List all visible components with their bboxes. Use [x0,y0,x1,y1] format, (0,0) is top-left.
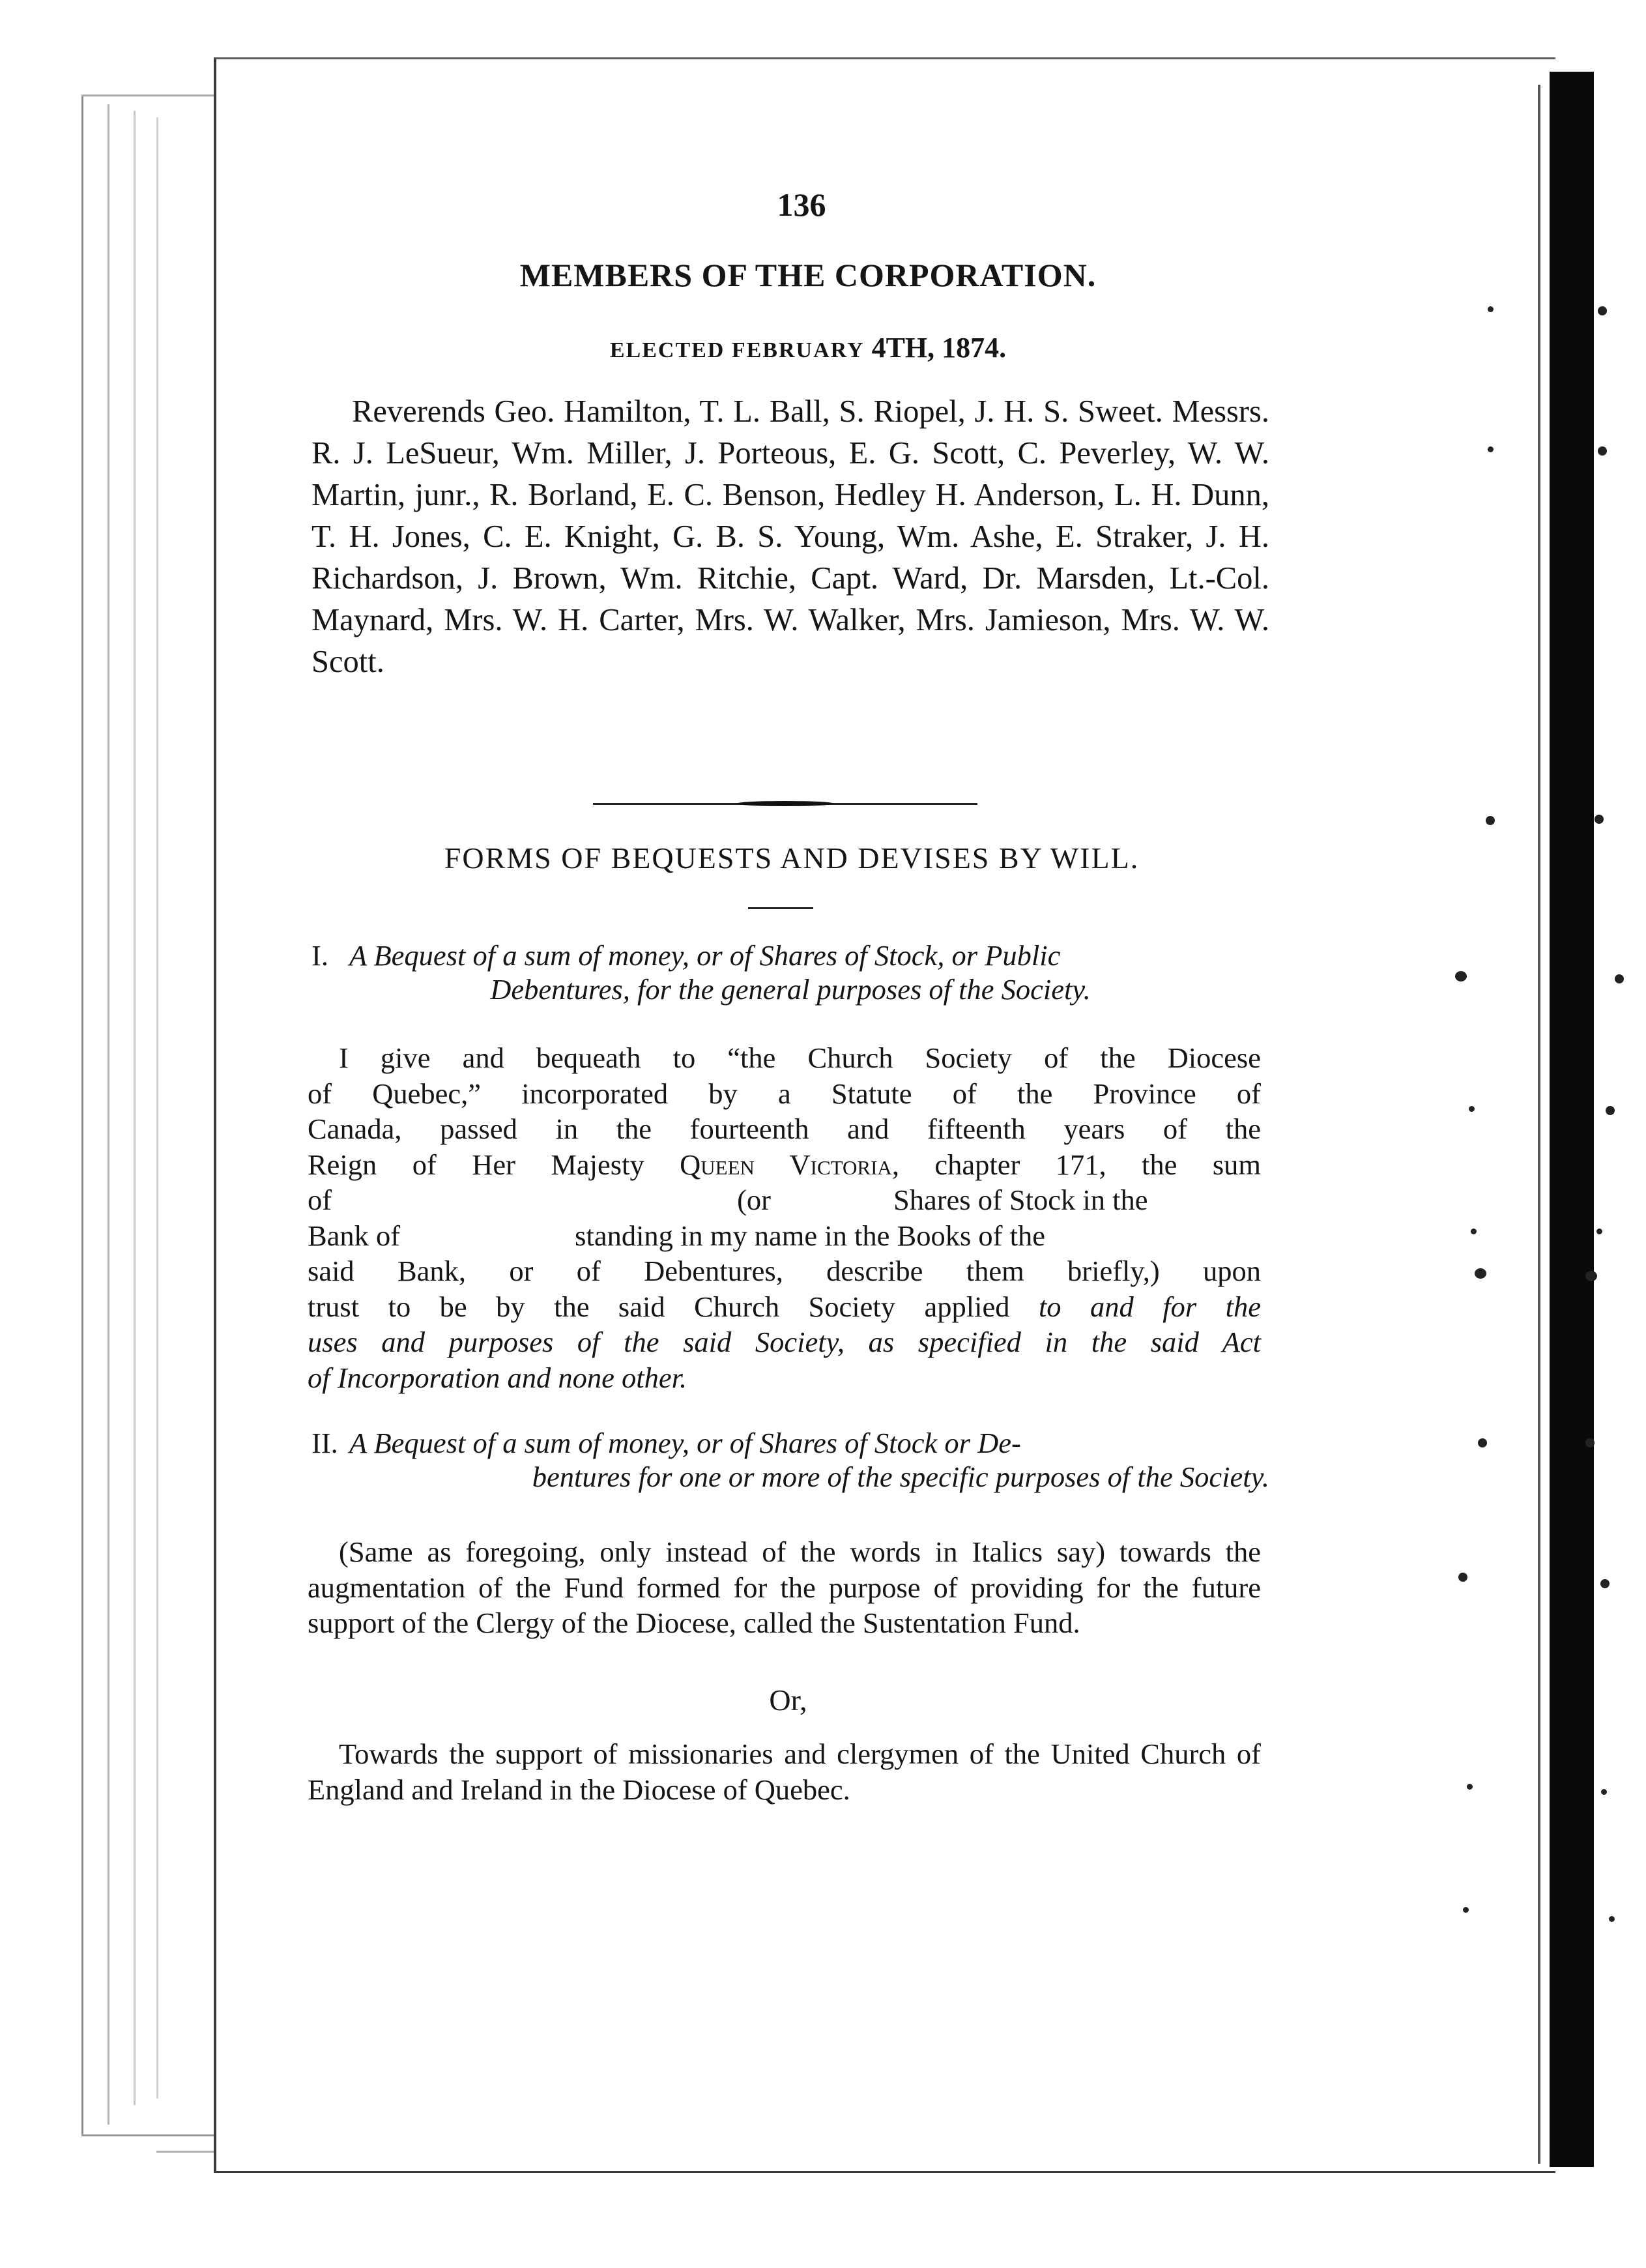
binding-mark [1596,1228,1602,1234]
binding-mark [1486,816,1495,825]
forms-heading: FORMS OF BEQUESTS AND DEVISES BY WILL. [444,841,1140,875]
binding-mark [1455,971,1467,981]
binding-mark [1488,446,1494,452]
section-heading: MEMBERS OF THE CORPORATION. [519,257,1097,293]
binding-mark [1598,306,1607,315]
binding-mark [1606,1106,1615,1115]
item-heading-line: bentures for one or more of the specific purposes of the Society. [532,1461,1269,1493]
text-run: (or [737,1184,771,1216]
binding-mark [1471,1228,1477,1234]
binding-mark [1467,1784,1473,1790]
page-edge [156,117,158,2099]
binding-mark [1458,1573,1467,1582]
page-edge [108,104,109,2125]
binding-mark [1615,974,1624,983]
form-item-heading-1 [311,938,1269,1006]
text-run: Reign of Her Majesty [308,1148,644,1181]
election-date-value: 4TH, 1874. [871,332,1007,364]
binding-mark [1600,1579,1610,1588]
binding-edge [1538,85,1540,2164]
item-heading-line: A Bequest of a sum of money, or of Shares of Stock or De- [349,1427,1021,1459]
page-edge [81,94,222,96]
binding-mark [1609,1916,1615,1922]
or-separator: Or, [769,1683,807,1717]
text-run: Queen Victoria, [680,1148,899,1181]
paragraph-line: of Quebec,” incorporated by a Statute of the Province of [308,1077,1261,1110]
text-run: and none other. [507,1361,687,1394]
paragraph-line: I give and bequeath to “the Church Society of the Diocese [339,1041,1261,1074]
members-list: Reverends Geo. Hamilton, T. L. Ball, S. Riopel, J. H. S. Sweet. Messrs. R. J. LeSueur, Wm. Miller, J. Porteous, E. G. Scott, C. Peverley, W. W. Martin, junr., R. Borland, E. C. Benson, Hedley H. Anderson, L. H. Dunn, T. H. Jones, C. E. Knight, G. B. S. Young, Wm. Ashe, E. Straker, J. H. Richardson, J. Brown, Wm. Ritchie, Capt. Ward, Dr. Marsden, Lt.-Col. Maynard, Mrs. W. H. Carter, Mrs. W. Walker, Mrs. Jamieson, Mrs. W. W. Scott. [311,394,1269,679]
book-binding [1550,72,1594,2167]
paragraph-line: said Bank, or of Debentures, describe them briefly,) upon [308,1255,1261,1287]
binding-mark [1475,1268,1486,1279]
text-run: chapter 171, the sum [934,1148,1261,1181]
text-run: of Incorporation [308,1361,500,1394]
text-run: standing in my name in the Books of the [575,1219,1045,1252]
election-date-prefix: ELECTED FEBRUARY [609,338,865,362]
binding-mark [1595,815,1604,824]
binding-mark [1478,1438,1487,1447]
item-number: I. [311,939,328,972]
paragraph-line [308,1182,1261,1218]
missionaries-paragraph: Towards the support of missionaries and clergymen of the United Church of England and Ireland in the Diocese of Quebec. [308,1737,1261,1806]
binding-mark [1601,1789,1607,1795]
binding-mark [1463,1907,1469,1913]
text-run: Bank of [308,1219,401,1252]
page-edge [134,111,136,2105]
sustentation-paragraph: (Same as foregoing, only instead of the words in Italics say) towards the augmentation of the Fund formed for the purpose of providing for the future support of the Clergy of the Diocese, called the Sustentation Fund. [308,1535,1261,1639]
paragraph-line [308,1360,1261,1396]
text-run: to and for the [1038,1290,1261,1323]
paragraph-line [308,1147,1261,1183]
item-heading-line: Debentures, for the general purposes of the Society. [490,973,1091,1006]
paragraph-line: uses and purposes of the said Society, as specified in the said Act [308,1326,1261,1358]
item-number: II. [311,1427,338,1459]
binding-mark [1598,446,1607,456]
text-run: of [308,1184,332,1216]
form-item-heading-2 [311,1426,1269,1494]
section-divider-ornament [736,801,834,806]
short-rule [748,907,813,909]
item-heading-line: A Bequest of a sum of money, or of Shares of Stock, or Public [349,939,1061,972]
binding-mark [1585,1438,1595,1447]
binding-mark [1488,306,1494,312]
binding-mark [1585,1271,1597,1281]
binding-mark [1469,1106,1475,1112]
text-run: Shares of Stock in the [893,1184,1148,1216]
paragraph-line: Canada, passed in the fourteenth and fifteenth years of the [308,1112,1261,1145]
text-run: trust to be by the said Church Society applied [308,1290,1010,1323]
election-date [456,331,1160,364]
paragraph-line [308,1218,1261,1254]
paragraph-line [308,1289,1261,1325]
page-edge [81,94,83,2134]
page-number: 136 [777,186,826,223]
bequest-form-paragraph [308,1040,1261,1395]
